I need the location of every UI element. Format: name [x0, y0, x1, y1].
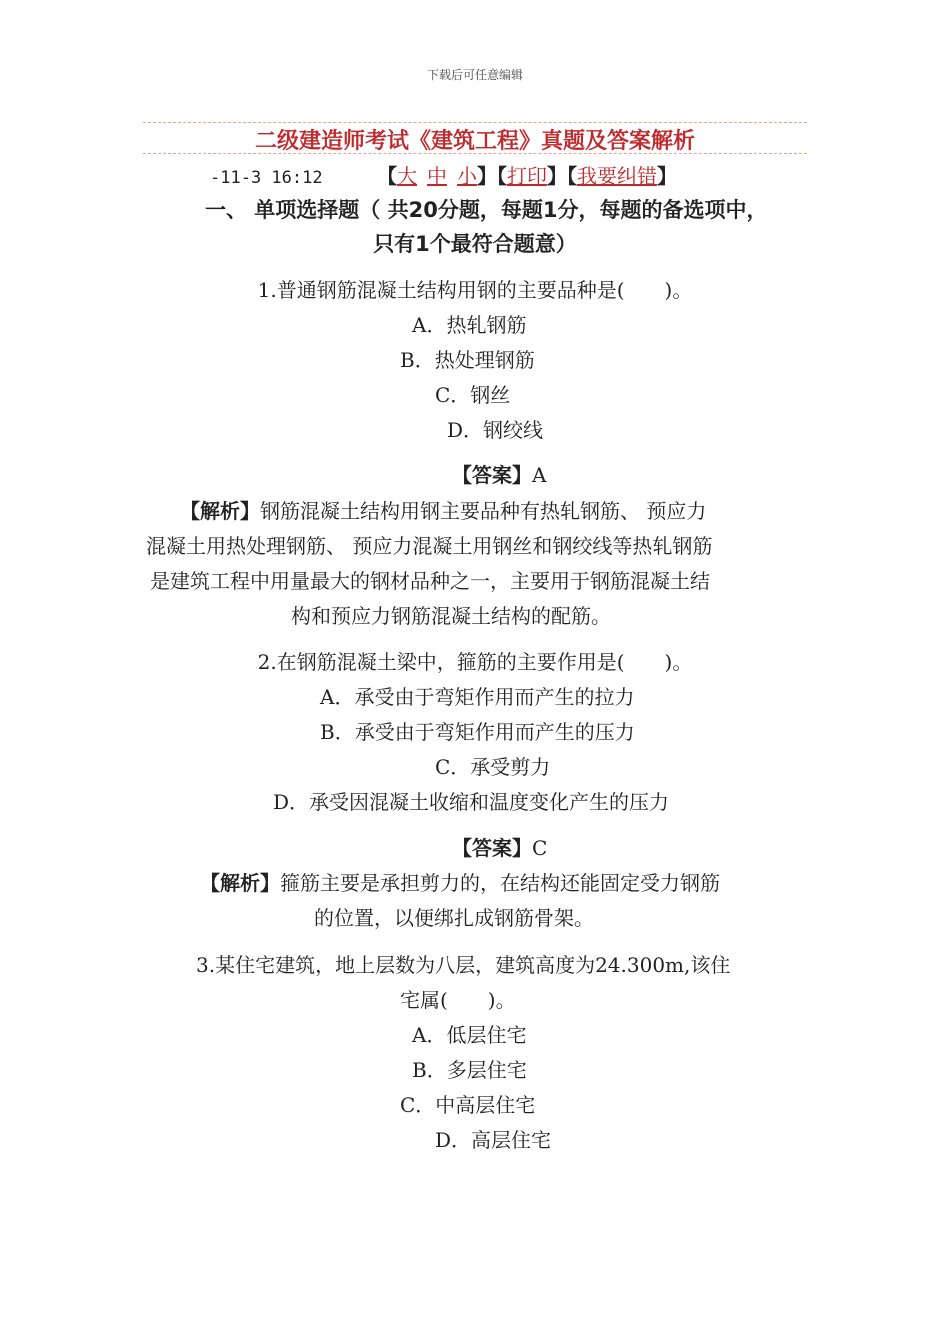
- analysis-text: 箍筋主要是承担剪力的，在结构还能固定受力钢筋: [280, 871, 720, 895]
- answer-value: A: [532, 463, 547, 487]
- report-error-link[interactable]: 我要纠错: [576, 164, 657, 188]
- analysis-tag: 【解析】: [180, 499, 260, 523]
- font-large-link[interactable]: 大: [396, 164, 417, 188]
- analysis-text: 钢筋混凝土结构用钢主要品种有热轧钢筋、 预应力: [260, 499, 707, 523]
- q2-option-a: A．承受由于弯矩作用而产生的拉力: [320, 685, 635, 709]
- print-link[interactable]: 打印: [506, 164, 547, 188]
- q1-option-d: D．钢绞线: [447, 418, 544, 442]
- q3-option-a: A．低层住宅: [412, 1023, 527, 1047]
- q1-analysis-line2: 混凝土用热处理钢筋、 预应力混凝土用钢丝和钢绞线等热轧钢筋: [146, 534, 713, 558]
- q2-analysis-line2: 的位置，以便绑扎成钢筋骨架。: [314, 906, 594, 930]
- header-note: 下载后可任意编辑: [426, 68, 523, 82]
- bracket-close: 】: [546, 164, 567, 188]
- font-small-link[interactable]: 小: [456, 164, 477, 188]
- q1-analysis-line4: 构和预应力钢筋混凝土结构的配筋。: [291, 604, 611, 628]
- q1-stem: 1.普通钢筋混凝土结构用钢的主要品种是( )。: [257, 278, 693, 302]
- q1-answer: [452, 463, 546, 487]
- q1-analysis-line3: 是建筑工程中用量最大的钢材品种之一，主要用于钢筋混凝土结: [150, 569, 710, 593]
- q3-stem-line2: 宅属( )。: [400, 988, 516, 1012]
- section-heading-line2: 只有1个最符合题意）: [373, 232, 577, 256]
- bracket-close: 】: [476, 164, 497, 188]
- q1-option-c: C．钢丝: [435, 383, 511, 407]
- answer-tag: 【答案】: [452, 836, 532, 860]
- q1-option-a: A．热轧钢筋: [412, 313, 527, 337]
- q1-analysis-line1: [180, 499, 706, 523]
- q3-option-c: C．中高层住宅: [400, 1093, 536, 1117]
- q3-option-d: D．高层住宅: [435, 1128, 552, 1152]
- answer-value: C: [532, 836, 548, 860]
- meta-bar: [210, 160, 677, 189]
- q1-option-b: B．热处理钢筋: [400, 348, 535, 372]
- bracket-open: 【: [566, 164, 577, 188]
- answer-tag: 【答案】: [452, 463, 532, 487]
- font-medium-link[interactable]: 中: [426, 164, 447, 188]
- q2-option-c: C．承受剪力: [435, 755, 551, 779]
- section-heading-line1: 一、 单项选择题（ 共20分题，每题1分，每题的备选项中，: [205, 198, 768, 222]
- page-title: 二级建造师考试《建筑工程》真题及答案解析: [254, 129, 695, 154]
- q2-option-d: D．承受因混凝土收缩和温度变化产生的压力: [273, 790, 670, 814]
- bracket-close: 】: [656, 164, 677, 188]
- q2-stem: 2.在钢筋混凝土梁中，箍筋的主要作用是( )。: [257, 650, 693, 674]
- post-date: -11-3 16:12: [210, 168, 323, 188]
- q3-stem-line1: 3.某住宅建筑，地上层数为八层，建筑高度为24.300m,该住: [196, 953, 731, 977]
- bracket-open: 【: [496, 164, 507, 188]
- q3-option-b: B．多层住宅: [412, 1058, 527, 1082]
- q2-analysis-line1: [200, 871, 720, 895]
- q2-option-b: B．承受由于弯矩作用而产生的压力: [320, 720, 635, 744]
- q2-answer: [452, 836, 547, 860]
- bracket-open: 【: [376, 164, 397, 188]
- analysis-tag: 【解析】: [200, 871, 280, 895]
